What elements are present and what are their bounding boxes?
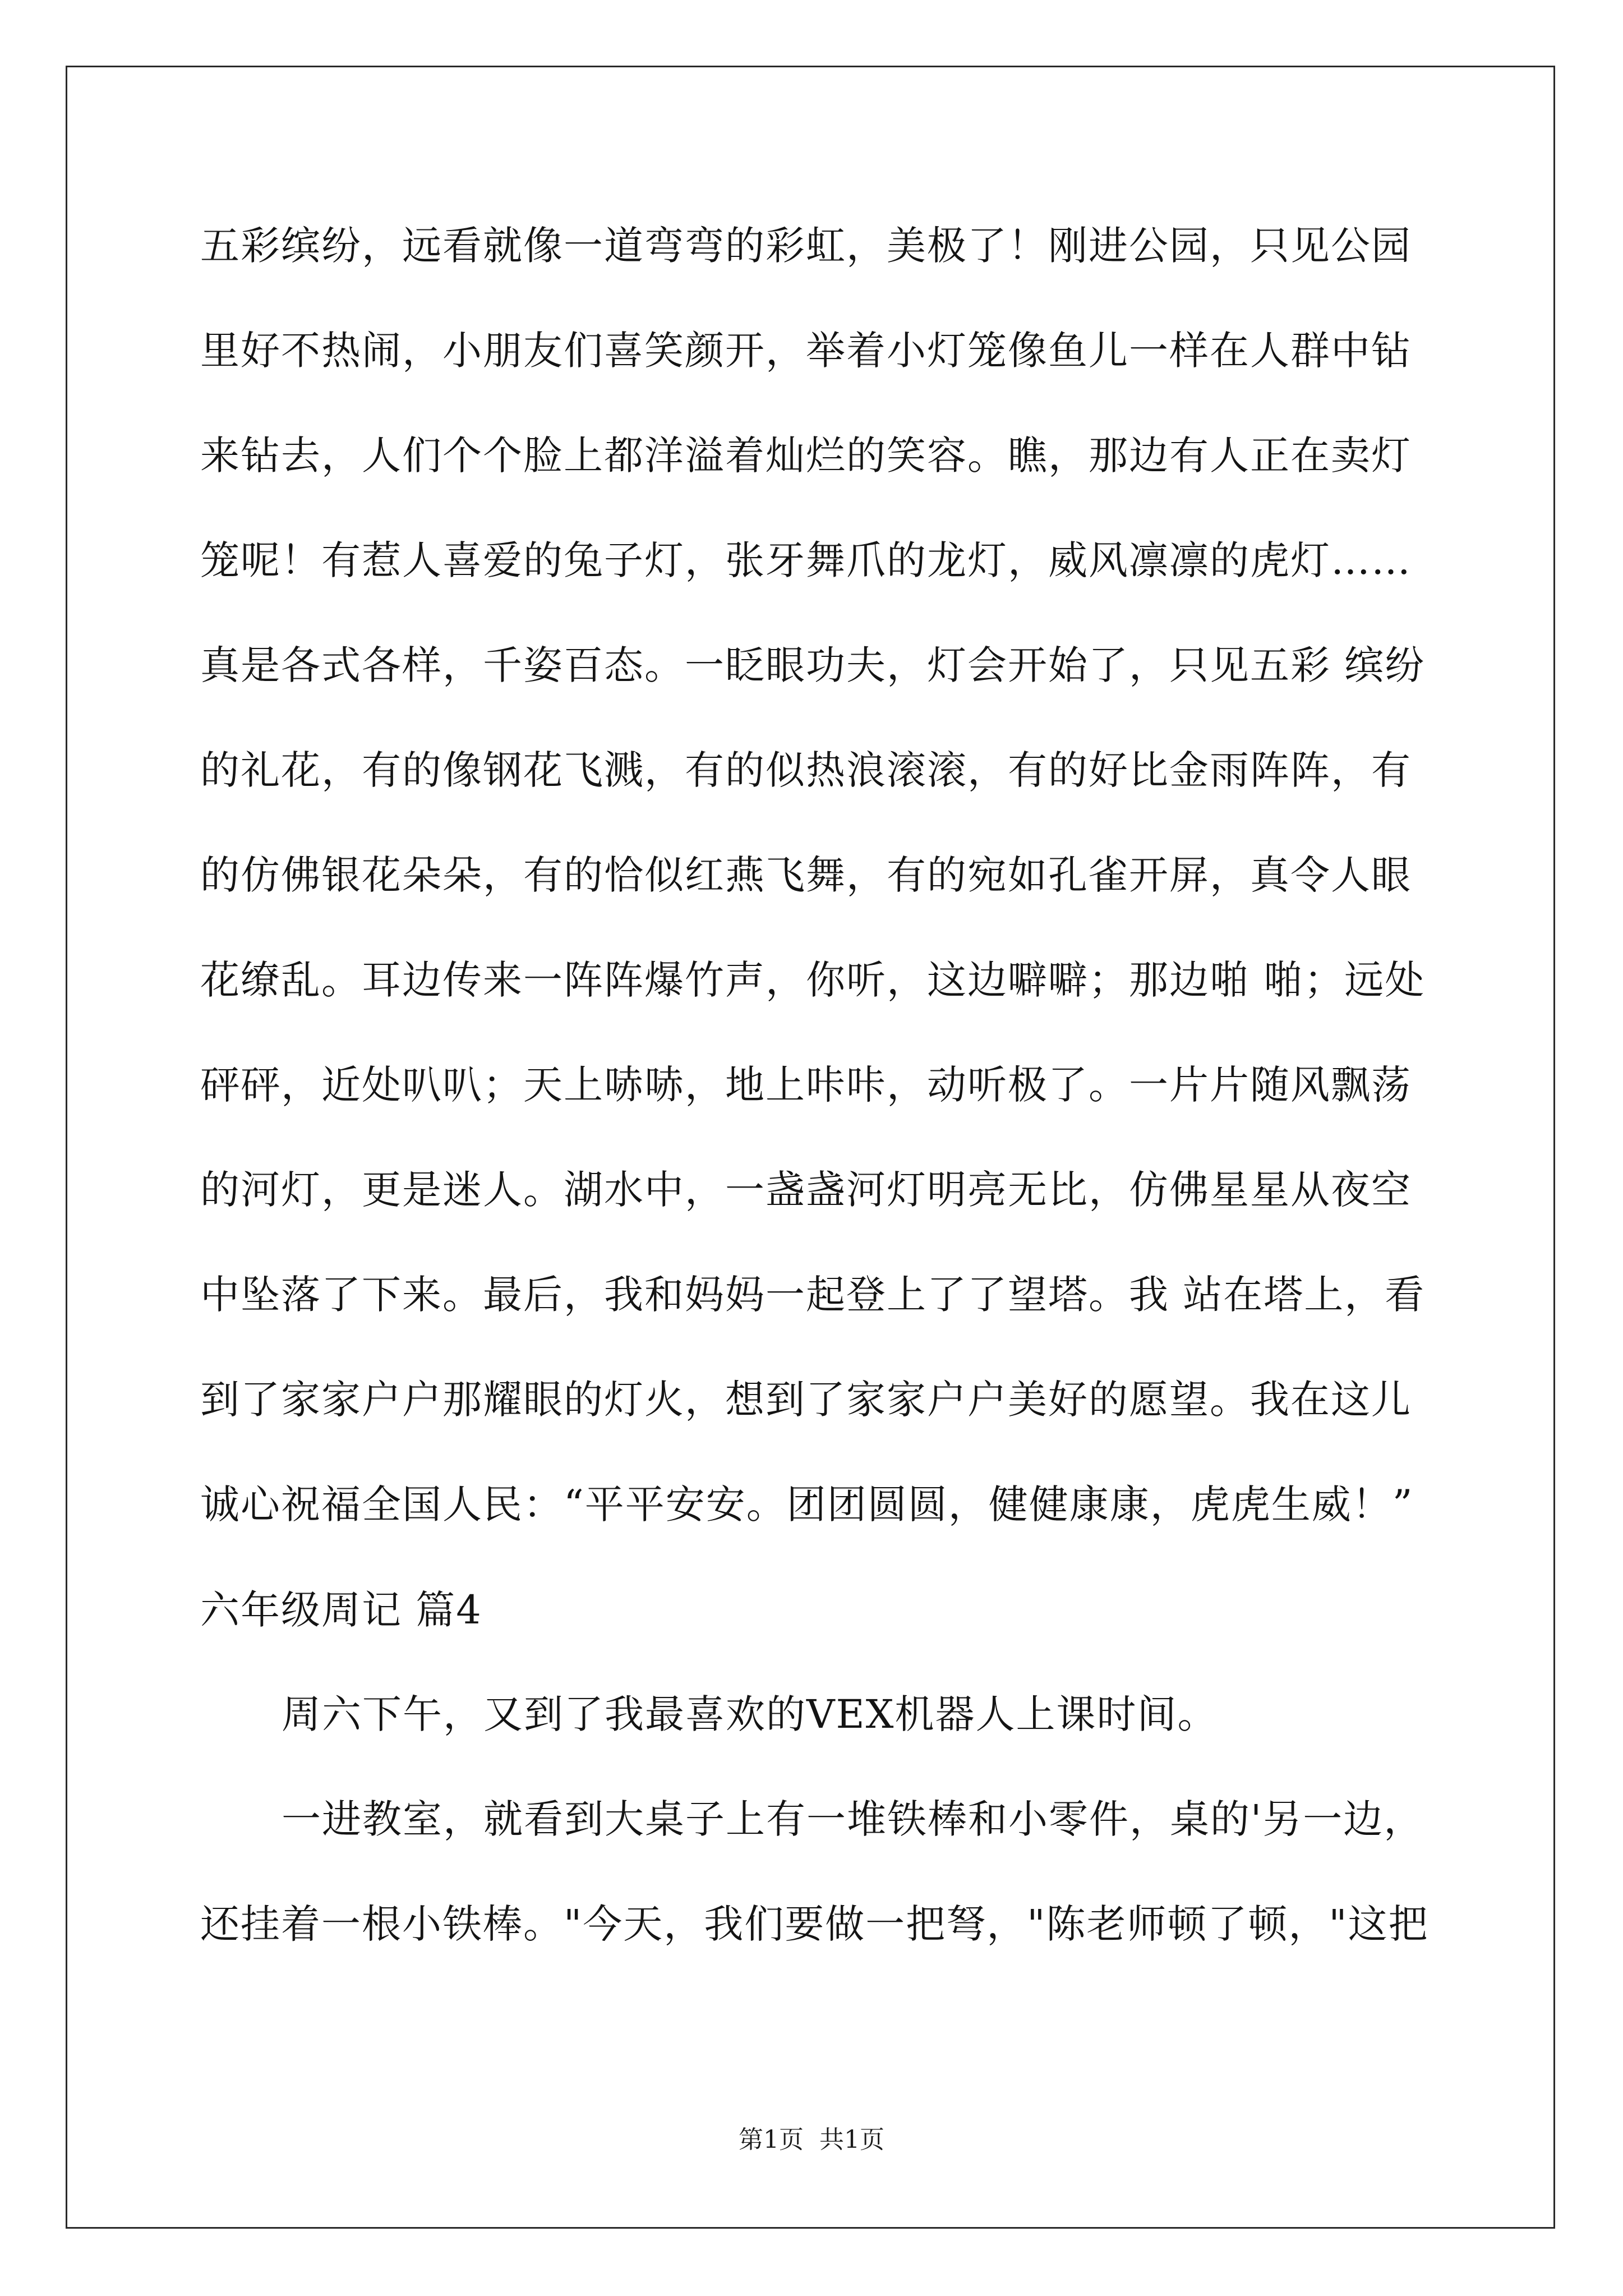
text-line: 的礼花，有的像钢花飞溅，有的似热浪滚滚，有的好比金雨阵阵，有 <box>200 747 1412 793</box>
paragraph-line: 周六下午，又到了我最喜欢的VEX机器人上课时间。 <box>282 1691 1218 1737</box>
text-line: 的河灯，更是迷人。湖水中，一盏盏河灯明亮无比，仿佛星星从夜空 <box>200 1167 1412 1213</box>
text-line: 来钻去，人们个个脸上都洋溢着灿烂的笑容。瞧，那边有人正在卖灯 <box>200 432 1412 478</box>
paragraph-line: 一进教室，就看到大桌子上有一堆铁棒和小零件，桌的'另一边， <box>282 1796 1424 1842</box>
paragraph-line: 还挂着一根小铁棒。"今天，我们要做一把弩，"陈老师顿了顿，"这把 <box>200 1901 1429 1947</box>
text-line: 笼呢！有惹人喜爱的兔子灯，张牙舞爪的龙灯，威风凛凛的虎灯…… <box>200 537 1412 583</box>
text-line: 的仿佛银花朵朵，有的恰似红燕飞舞，有的宛如孔雀开屏，真令人眼 <box>200 852 1412 898</box>
text-line: 五彩缤纷，远看就像一道弯弯的彩虹，美极了！刚进公园，只见公园 <box>200 223 1412 269</box>
text-line: 中坠落了下来。最后，我和妈妈一起登上了了望塔。我 站在塔上，看 <box>200 1272 1426 1318</box>
text-line: 花缭乱。耳边传来一阵阵爆竹声，你听，这边噼噼；那边啪 啪；远处 <box>200 957 1426 1003</box>
text-line: 真是各式各样，千姿百态。一眨眼功夫，灯会开始了，只见五彩 缤纷 <box>200 642 1426 688</box>
text-line: 诚心祝福全国人民：“平平安安。团团圆圆，健健康康，虎虎生威！” <box>200 1481 1414 1527</box>
text-line: 里好不热闹，小朋友们喜笑颜开，举着小灯笼像鱼儿一样在人群中钻 <box>200 328 1412 374</box>
page-number-footer: 第1页 共1页 <box>739 2125 884 2154</box>
text-line: 砰砰，近处叭叭；天上哧哧，地上咔咔，动听极了。一片片随风飘荡 <box>200 1062 1412 1108</box>
text-line: 到了家家户户那耀眼的灯火，想到了家家户户美好的愿望。我在这儿 <box>200 1377 1412 1423</box>
section-heading: 六年级周记 篇4 <box>200 1587 482 1633</box>
